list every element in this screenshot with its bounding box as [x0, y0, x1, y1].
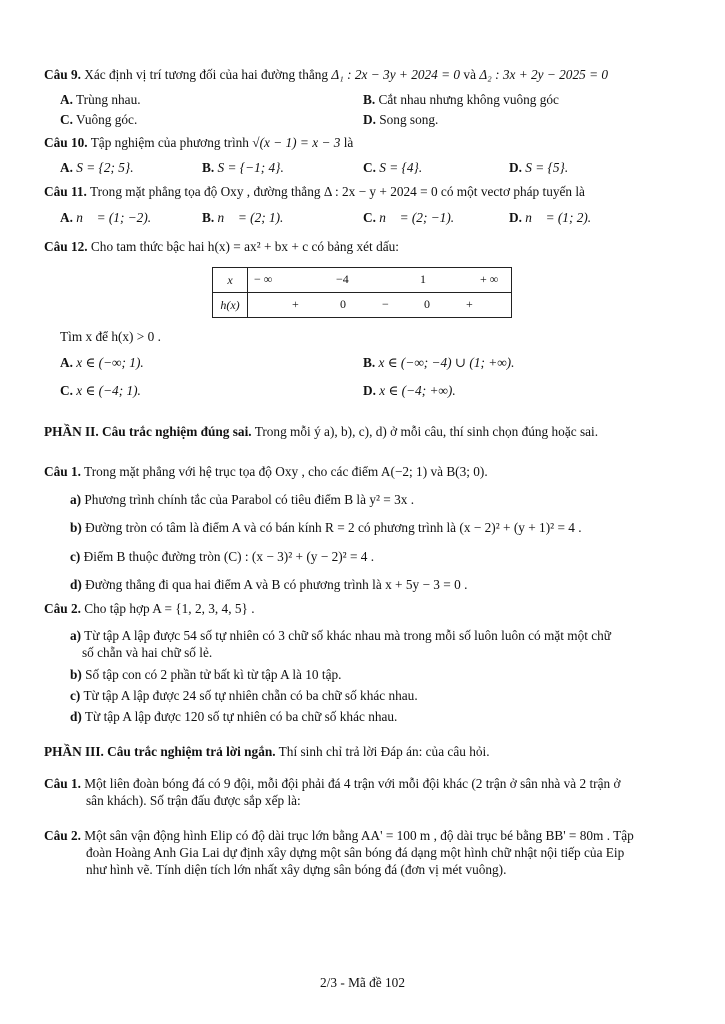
option-text: S = {5}. — [525, 160, 569, 175]
q11-option-c — [363, 210, 454, 226]
p2q2-item-b — [70, 667, 341, 683]
part3-desc: Thí sinh chỉ trả lời Đáp án: của câu hỏi. — [278, 744, 490, 759]
option-label: C. — [60, 383, 73, 398]
q10-option-d — [509, 160, 568, 176]
p2q2-stem: Cho tập hợp A = {1, 2, 3, 4, 5} . — [84, 601, 255, 616]
q10-tail: là — [343, 135, 354, 150]
item-text: Từ tập A lập được 24 số tự nhiên chẵn có ba chữ số khác nhau. — [83, 688, 418, 703]
q9-line1: Δ₁ : 2x − 3y + 2024 = 0 — [331, 67, 461, 82]
item-text: Từ tập A lập được 120 số tự nhiên có ba chữ số khác nhau. — [84, 709, 398, 724]
part3-heading — [44, 744, 490, 760]
part2-heading — [44, 424, 598, 440]
option-text: x ∈ (−∞; −4) ∪ (1; +∞). — [378, 355, 515, 370]
option-text: S = {−1; 4}. — [217, 160, 284, 175]
p2q1-item-b — [70, 520, 582, 536]
q9-option-d — [363, 112, 438, 128]
option-text: Trùng nhau. — [76, 92, 141, 107]
p3q1-line2: sân khách). Số trận đấu được sắp xếp là: — [86, 793, 301, 808]
sign-table-h-head: h(x) — [213, 293, 248, 318]
p2q2-label: Câu 2. — [44, 601, 81, 616]
p3q2-text-1: Một sân vận động hình Elip có độ dài trục lớn bằng AA' = 100 m , độ dài trục bé bằng BB' = 80m . Tập — [84, 828, 634, 843]
option-label: D. — [363, 112, 376, 127]
p2q1-stem-line — [44, 464, 488, 480]
option-text: Vuông góc. — [76, 112, 138, 127]
item-label: b) — [70, 520, 82, 535]
option-text: x ∈ (−4; +∞). — [379, 383, 456, 398]
option-text: x ∈ (−∞; 1). — [76, 355, 144, 370]
option-label: A. — [60, 210, 73, 225]
sign-minus: − — [382, 297, 389, 311]
option-text: Song song. — [379, 112, 439, 127]
p2q1-item-c — [70, 549, 374, 565]
q11-stem: Trong mặt phẳng tọa độ Oxy , đường thẳng Δ : 2x − y + 2024 = 0 có một vectơ pháp tuyến là — [89, 184, 585, 199]
option-label: C. — [60, 112, 73, 127]
p2q1-stem: Trong mặt phẳng với hệ trục tọa độ Oxy , cho các điểm A(−2; 1) và B(3; 0). — [84, 464, 488, 479]
q11-stem-line — [44, 184, 585, 200]
q9-and: và — [463, 67, 476, 82]
q9-stem: Xác định vị trí tương đối của hai đường thẳng — [84, 67, 329, 82]
option-label: D. — [509, 160, 522, 175]
option-label: D. — [509, 210, 522, 225]
sign-table-x-values — [248, 268, 512, 293]
q12-stem: Cho tam thức bậc hai h(x) = ax² + bx + c có bảng xét dấu: — [90, 239, 399, 254]
option-text: n⃗ = (1; 2). — [525, 210, 592, 225]
option-text: n⃗ = (1; −2). — [76, 210, 152, 225]
item-label: b) — [70, 667, 82, 682]
item-text: Từ tập A lập được 54 số tự nhiên có 3 chữ số khác nhau mà trong mỗi số luôn luôn có mặt một chữ — [84, 628, 612, 643]
item-text: Phương trình chính tắc của Parabol có tiêu điểm B là y² = 3x . — [84, 492, 415, 507]
p2q1-item-d — [70, 577, 467, 593]
item-text: Điểm B thuộc đường tròn (C) : (x − 3)² + (y − 2)² = 4 . — [83, 549, 375, 564]
sign-table-h-values — [248, 293, 512, 318]
q9-option-c — [60, 112, 137, 128]
q12-option-b — [363, 355, 514, 371]
q12-stem-line — [44, 239, 399, 255]
p2q1-label: Câu 1. — [44, 464, 81, 479]
q12-option-c — [60, 383, 141, 399]
sign-table — [212, 267, 512, 318]
p2q1-item-a — [70, 492, 414, 508]
q12-ask: Tìm x để h(x) > 0 . — [60, 329, 161, 344]
part2-desc: Trong mỗi ý a), b), c), d) ở mỗi câu, thí sinh chọn đúng hoặc sai. — [254, 424, 599, 439]
p3q2-label: Câu 2. — [44, 828, 81, 843]
p2q2-item-d — [70, 709, 397, 725]
option-text: x ∈ (−4; 1). — [76, 383, 141, 398]
option-label: B. — [202, 160, 215, 175]
item-text: Số tập con có 2 phần tử bất kì từ tập A là 10 tập. — [85, 667, 342, 682]
q9-line2: Δ₂ : 3x + 2y − 2025 = 0 — [479, 67, 609, 82]
option-text: S = {4}. — [379, 160, 423, 175]
p2q2-item-a — [70, 628, 611, 644]
part3-title: PHẦN III. Câu trắc nghiệm trả lời ngắn. — [44, 744, 276, 759]
q10-stem: Tập nghiệm của phương trình — [90, 135, 249, 150]
page-footer: 2/3 - Mã đề 102 — [320, 975, 405, 990]
option-label: B. — [363, 92, 376, 107]
option-label: B. — [202, 210, 215, 225]
x-root-1: −4 — [336, 272, 349, 286]
p2q2-item-a-cont: số chẵn và hai chữ số lẻ. — [82, 645, 213, 660]
option-label: A. — [60, 92, 73, 107]
q11-option-a — [60, 210, 151, 226]
option-text: Cắt nhau nhưng không vuông góc — [378, 92, 559, 107]
sign-plus-left: + — [292, 297, 299, 311]
q11-option-b — [202, 210, 283, 226]
part2-title: PHẦN II. Câu trắc nghiệm đúng sai. — [44, 424, 252, 439]
q10-label: Câu 10. — [44, 135, 88, 150]
q12-label: Câu 12. — [44, 239, 88, 254]
q10-option-c — [363, 160, 422, 176]
option-label: C. — [363, 160, 376, 175]
option-label: A. — [60, 160, 73, 175]
item-text: Đường thẳng đi qua hai điểm A và B có phương trình là x + 5y − 3 = 0 . — [85, 577, 468, 592]
p3q1-line1 — [44, 776, 621, 792]
sign-zero-1: 0 — [340, 297, 346, 311]
p3q2-line3: như hình vẽ. Tính diện tích lớn nhất xây dựng sân bóng đá (đơn vị mét vuông). — [86, 862, 507, 877]
q10-equation: √(x − 1) = x − 3 — [252, 135, 341, 150]
x-root-2: 1 — [420, 272, 426, 286]
x-plus-infinity: + ∞ — [480, 272, 499, 286]
option-text: n⃗ = (2; 1). — [217, 210, 284, 225]
p3q2-line1 — [44, 828, 634, 844]
q11-label: Câu 11. — [44, 184, 87, 199]
option-text: S = {2; 5}. — [76, 160, 134, 175]
p2q2-stem-line — [44, 601, 255, 617]
item-label: d) — [70, 577, 82, 592]
item-label: a) — [70, 628, 82, 643]
q10-option-a — [60, 160, 134, 176]
option-label: C. — [363, 210, 376, 225]
q10-stem-line — [44, 135, 353, 151]
sign-zero-2: 0 — [424, 297, 430, 311]
option-text: n⃗ = (2; −1). — [379, 210, 455, 225]
q12-option-a — [60, 355, 144, 371]
q12-option-d — [363, 383, 456, 399]
sign-table-x-head: x — [213, 268, 248, 293]
option-label: B. — [363, 355, 376, 370]
q9-option-a — [60, 92, 141, 108]
q9-option-b — [363, 92, 559, 108]
q10-option-b — [202, 160, 284, 176]
p3q1-label: Câu 1. — [44, 776, 81, 791]
option-label: D. — [363, 383, 376, 398]
sign-plus-right: + — [466, 297, 473, 311]
item-label: d) — [70, 709, 82, 724]
option-label: A. — [60, 355, 73, 370]
q11-option-d — [509, 210, 591, 226]
item-label: c) — [70, 549, 81, 564]
p3q1-text-1: Một liên đoàn bóng đá có 9 đội, mỗi đội phải đá 4 trận với mỗi đội khác (2 trận ở sân nhà và 2 trận ở — [84, 776, 621, 791]
item-label: a) — [70, 492, 82, 507]
x-minus-infinity: − ∞ — [254, 272, 273, 286]
q9-stem-line — [44, 67, 608, 83]
p3q2-line2: đoàn Hoàng Anh Gia Lai dự định xây dựng một sân bóng đá dạng một hình chữ nhật nội tiếp của Eip — [86, 845, 625, 860]
item-text: Đường tròn có tâm là điểm A và có bán kính R = 2 có phương trình là (x − 2)² + (y + 1)² = 4 . — [85, 520, 582, 535]
q9-label: Câu 9. — [44, 67, 81, 82]
p2q2-item-c — [70, 688, 418, 704]
item-label: c) — [70, 688, 81, 703]
